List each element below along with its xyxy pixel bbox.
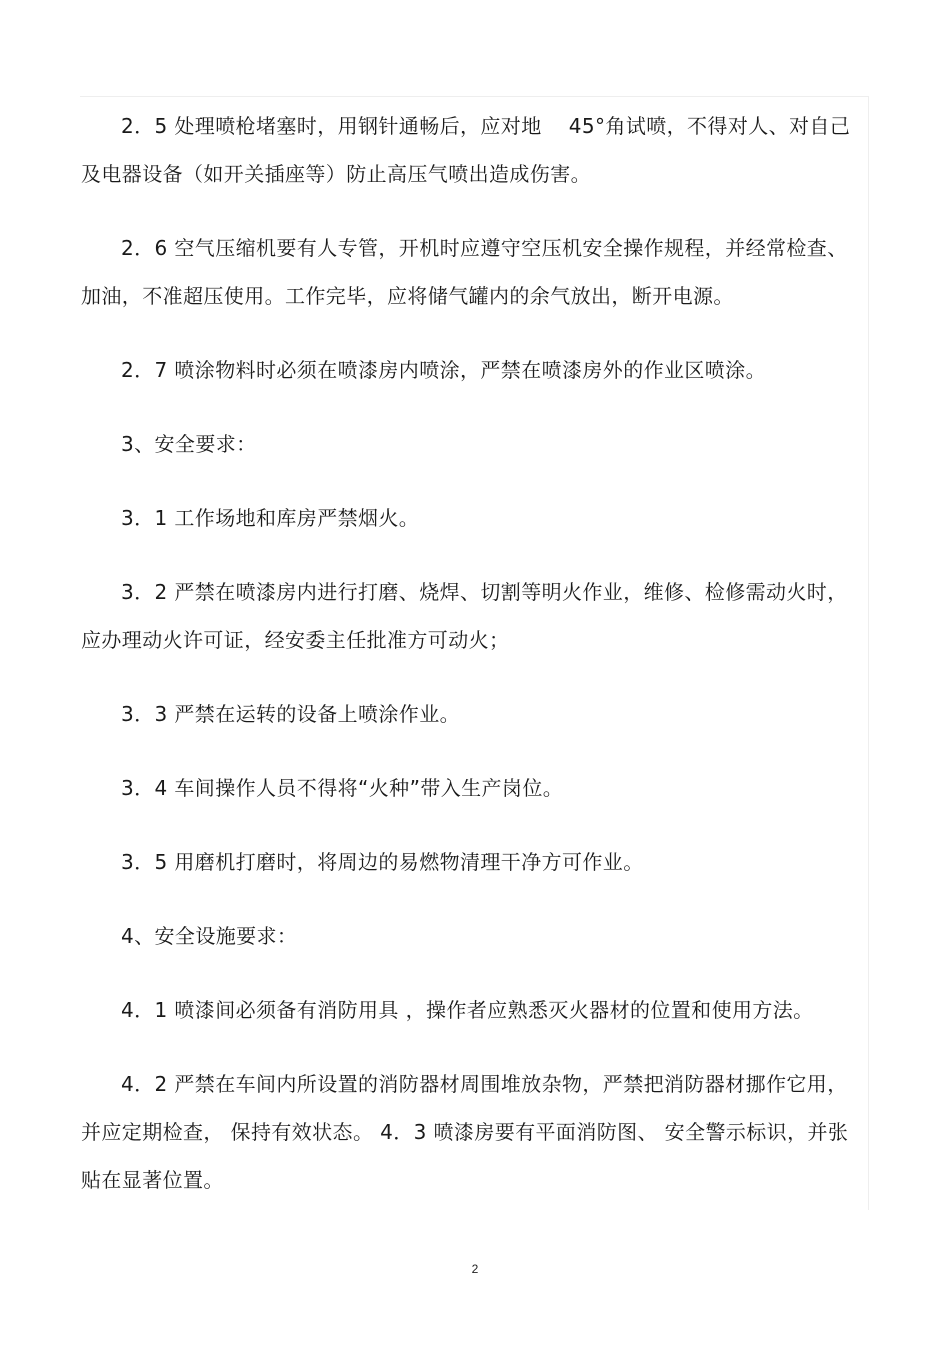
paragraph-2-6: 2．6 空气压缩机要有人专管，开机时应遵守空压机安全操作规程，并经常检查、加油，不准超压使用。工作完毕，应将储气罐内的余气放出，断开电源。 <box>81 236 848 308</box>
page-number: 2 <box>471 1262 479 1276</box>
section-heading-3: 3、安全要求： <box>121 432 257 456</box>
paragraph-2-7: 2．7 喷涂物料时必须在喷漆房内喷涂，严禁在喷漆房外的作业区喷涂。 <box>121 358 767 382</box>
paragraph-3-2: 3．2 严禁在喷漆房内进行打磨、烧焊、切割等明火作业，维修、检修需动火时，应办理动火许可证，经安委主任批准方可动火； <box>81 580 848 652</box>
paragraph-3-4: 3．4 车间操作人员不得将“火种”带入生产岗位。 <box>121 776 564 800</box>
section-heading-4: 4、安全设施要求： <box>121 924 298 948</box>
paragraph-3-1: 3．1 工作场地和库房严禁烟火。 <box>121 506 420 530</box>
paragraph-3-5: 3．5 用磨机打磨时，将周边的易燃物清理干净方可作业。 <box>121 850 644 874</box>
paragraph-4-1: 4．1 喷漆间必须备有消防用具 ，操作者应熟悉灭火器材的位置和使用方法。 <box>121 998 814 1022</box>
document-body <box>81 96 856 1204</box>
paragraph-2-5: 2．5 处理喷枪堵塞时，用钢针通畅后，应对地 45°角试喷，不得对人、对自己及电器设备（如开关插座等）防止高压气喷出造成伤害。 <box>81 114 851 186</box>
paragraph-4-2: 4．2 严禁在车间内所设置的消防器材周围堆放杂物，严禁把消防器材挪作它用，并应定期检查， 保持有效状态。 4．3 喷漆房要有平面消防图、 安全警示标识，并张贴在显著位置。 <box>81 1072 849 1192</box>
paragraph-3-3: 3．3 严禁在运转的设备上喷涂作业。 <box>121 702 461 726</box>
